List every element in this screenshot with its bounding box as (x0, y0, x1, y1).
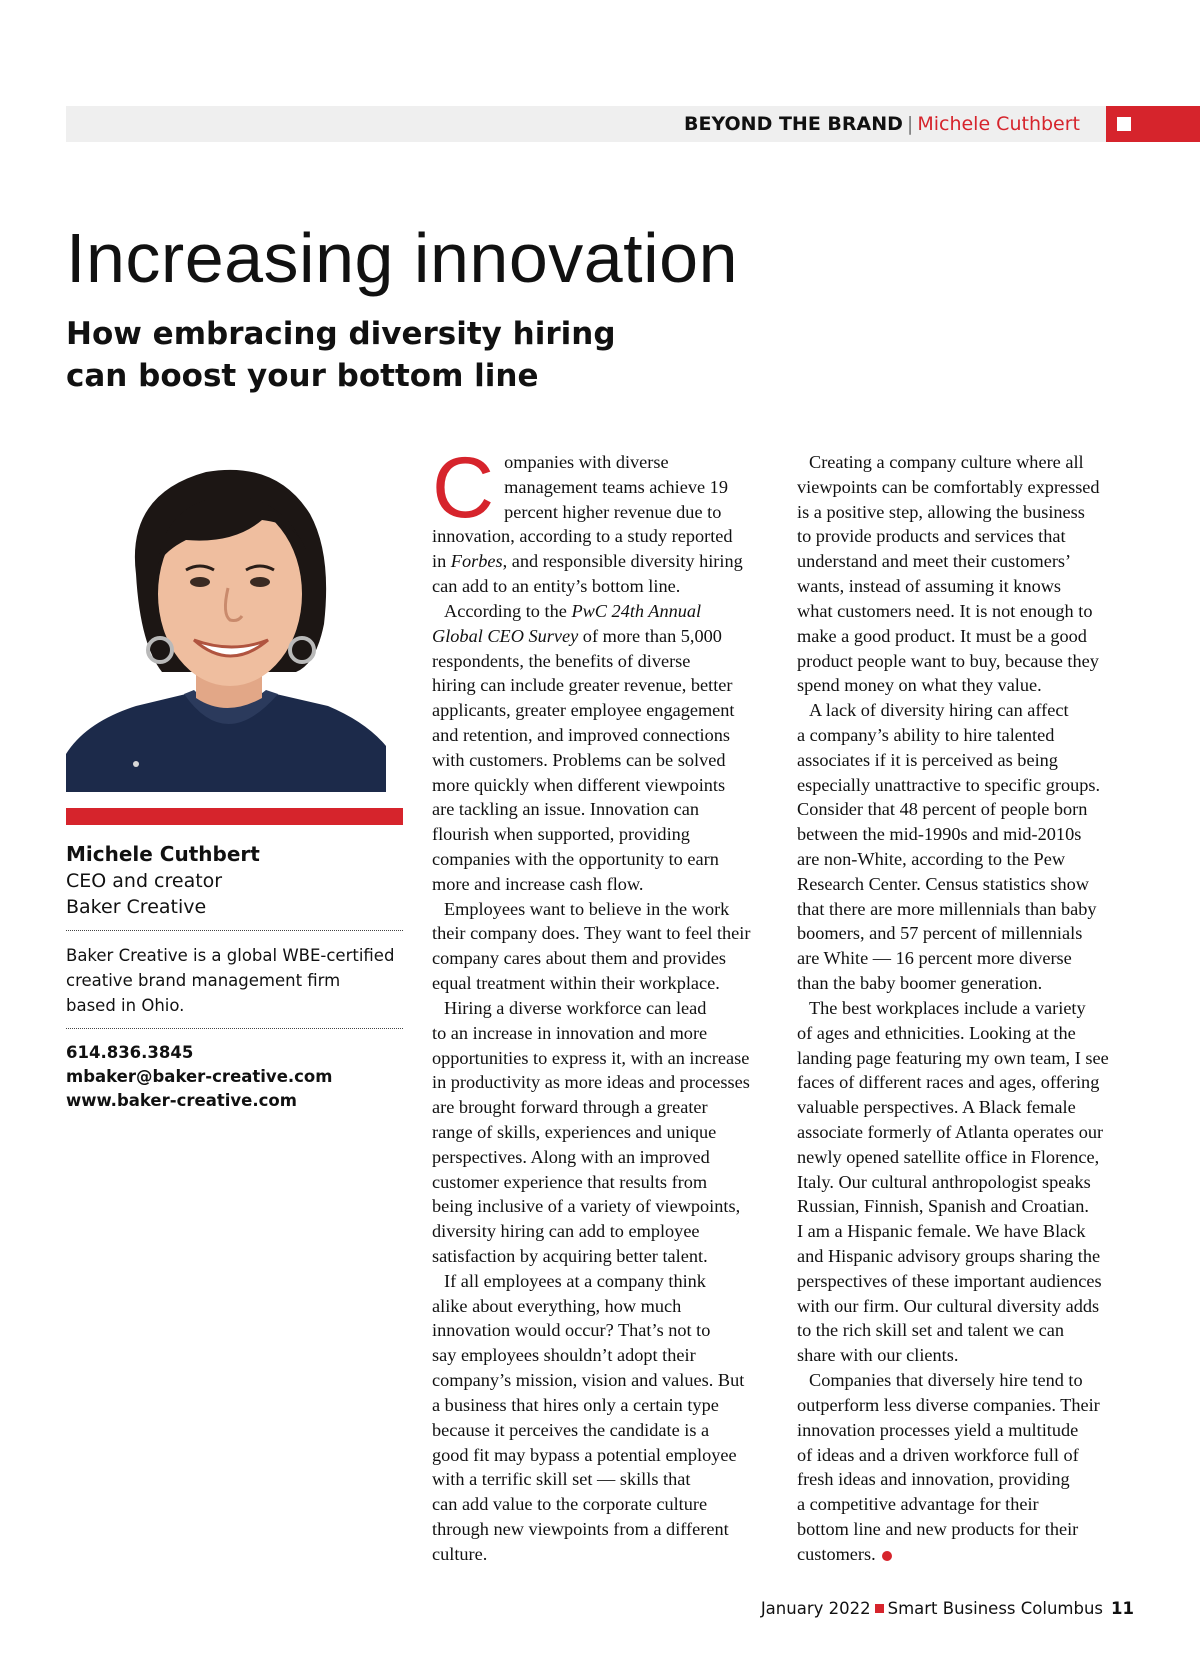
paragraph (797, 698, 1132, 996)
text-line: Research Center. Census statistics show (797, 873, 1089, 894)
subtitle-line: can boost your bottom line (66, 358, 539, 394)
text-line: Consider that 48 percent of people born (797, 799, 1088, 820)
text-line: a company’s ability to hire talented (797, 724, 1055, 745)
text-line: valuable perspectives. A Black female (797, 1097, 1076, 1118)
author-name: Michele Cuthbert (66, 842, 260, 866)
italic-survey: PwC 24th Annual (571, 600, 702, 621)
text-line: innovation would occur? That’s not to (432, 1320, 711, 1341)
article-title: Increasing innovation (66, 219, 739, 297)
text-line: to provide products and services that (797, 526, 1066, 547)
text-line: perspectives of these important audiences (797, 1270, 1102, 1291)
text-line: bottom line and new products for their (797, 1518, 1079, 1539)
italic-forbes: Forbes (450, 551, 503, 572)
bio-line: creative brand management firm (66, 971, 341, 990)
text-line: because it perceives the candidate is a (432, 1419, 710, 1440)
article-column-1 (432, 440, 767, 1567)
paragraph-end (797, 1542, 1132, 1567)
text-line: are brought forward through a greater (432, 1097, 708, 1118)
text-line: to the rich skill set and talent we can (797, 1320, 1065, 1341)
text-line: a business that hires only a certain type (432, 1394, 719, 1415)
text-line: understand and meet their customers’ (797, 551, 1072, 572)
text-line: Companies that diversely hire tend to (809, 1370, 1083, 1391)
drop-cap: C (432, 440, 495, 536)
text-line: respondents, the benefits of diverse (432, 650, 691, 671)
paragraph (797, 450, 1132, 698)
page-footer (761, 1597, 1134, 1621)
paragraph (432, 599, 767, 649)
text-line: faces of different races and ages, offering (797, 1072, 1100, 1093)
text-line: being inclusive of a variety of viewpoints, (432, 1196, 741, 1217)
dotted-divider (66, 930, 403, 931)
subtitle-line: How embracing diversity hiring (66, 316, 616, 352)
text-line: customer experience that results from (432, 1171, 708, 1192)
text-line: make a good product. It must be a good (797, 625, 1087, 646)
text-line: share with our clients. (797, 1345, 959, 1366)
text-line: more quickly when different viewpoints (432, 774, 726, 795)
text-line: satisfaction by acquiring better talent. (432, 1246, 708, 1266)
text-line: flourish when supported, providing (432, 824, 690, 845)
text-line: range of skills, experiences and unique (432, 1121, 717, 1142)
header-separator: | (906, 113, 914, 135)
text-line: with customers. Problems can be solved (432, 749, 726, 770)
text-line: with our firm. Our cultural diversity adds (797, 1295, 1100, 1316)
text-line: company’s mission, vision and values. But (432, 1370, 745, 1391)
author-bio (66, 943, 403, 1018)
text-line: of ages and ethnicities. Looking at the (797, 1022, 1076, 1043)
text-line: customers. (797, 1542, 1132, 1567)
text-line: According to the PwC 24th Annual (444, 600, 702, 621)
text-line: I am a Hispanic female. We have Black (797, 1221, 1086, 1242)
author-info-box (66, 840, 403, 1113)
text-line: to an increase in innovation and more (432, 1022, 708, 1043)
text-line: landing page featuring my own team, I see (797, 1047, 1109, 1068)
text-line: is a positive step, allowing the business (797, 501, 1085, 522)
text-line: company cares about them and provides (432, 948, 726, 969)
text-line: what customers need. It is not enough to (797, 600, 1093, 621)
footer-square-icon (875, 1604, 884, 1613)
text-line: say employees shouldn’t adopt their (432, 1345, 696, 1366)
text-line: than the baby boomer generation. (797, 973, 1043, 994)
text-line: in Forbes, and responsible diversity hiring (432, 551, 743, 572)
text-line: viewpoints can be comfortably expressed (797, 476, 1100, 497)
text-line: percent higher revenue due to (504, 501, 722, 522)
text-line: innovation, according to a study reported (432, 526, 733, 547)
paragraph (432, 440, 767, 599)
text-line: culture. (432, 1543, 488, 1564)
header-author: Michele Cuthbert (917, 113, 1080, 135)
bio-line: Baker Creative is a global WBE-certified (66, 946, 395, 965)
text-line: alike about everything, how much (432, 1295, 682, 1316)
paragraph (797, 1368, 1132, 1542)
text-line: applicants, greater employee engagement (432, 700, 735, 721)
text-line: good fit may bypass a potential employee (432, 1444, 737, 1465)
text-line: opportunities to express it, with an increase (432, 1047, 750, 1068)
text-line: equal treatment within their workplace. (432, 973, 720, 994)
text-line: Hiring a diverse workforce can lead (444, 997, 707, 1018)
text-line: Employees want to believe in the work (444, 898, 730, 919)
header-square-icon (1117, 117, 1131, 131)
page-number: 11 (1111, 1599, 1134, 1618)
text-line: can add value to the corporate culture (432, 1494, 708, 1515)
text-line: especially unattractive to specific groups. (797, 774, 1101, 795)
text-line: perspectives. Along with an improved (432, 1146, 710, 1167)
text-line: their company does. They want to feel their (432, 923, 751, 944)
text-line: innovation processes yield a multitude (797, 1419, 1079, 1440)
author-phone: 614.836.3845 (66, 1043, 194, 1062)
text-line: of ideas and a driven workforce full of (797, 1444, 1079, 1465)
paragraph (432, 996, 767, 1269)
paragraph (432, 897, 767, 996)
text-line: newly opened satellite office in Florence, (797, 1146, 1100, 1167)
text-line: associates if it is perceived as being (797, 749, 1058, 770)
text-line: in productivity as more ideas and processes (432, 1072, 750, 1093)
bio-line: based in Ohio. (66, 996, 185, 1015)
paragraph (432, 1269, 767, 1567)
author-email[interactable]: mbaker@baker-creative.com (66, 1067, 333, 1086)
text-line: management teams achieve 19 (504, 476, 728, 497)
dotted-divider (66, 1028, 403, 1029)
text-line: product people want to buy, because they (797, 650, 1099, 671)
author-red-bar (66, 808, 403, 825)
footer-publication: Smart Business Columbus (887, 1599, 1104, 1618)
text-line: are White — 16 percent more diverse (797, 948, 1072, 969)
text-line: spend money on what they value. (797, 675, 1042, 696)
text-line: are non-White, according to the Pew (797, 849, 1066, 869)
text-line: and retention, and improved connections (432, 724, 730, 745)
paragraph (797, 996, 1132, 1368)
author-website[interactable]: www.baker-creative.com (66, 1091, 297, 1110)
text-line: Creating a company culture where all (809, 452, 1084, 472)
text-line: a competitive advantage for their (797, 1494, 1039, 1515)
text-line: between the mid-1990s and mid-2010s (797, 824, 1082, 845)
text-line: Global CEO Survey of more than 5,000 (432, 625, 722, 646)
text-line: fresh ideas and innovation, providing (797, 1469, 1070, 1490)
end-mark-icon (882, 1551, 892, 1561)
article-subtitle (66, 313, 686, 397)
text-line: outperform less diverse companies. Their (797, 1394, 1100, 1415)
text-line: are tackling an issue. Innovation can (432, 799, 700, 820)
author-company: Baker Creative (66, 896, 207, 918)
article-column-2 (797, 450, 1132, 1567)
text-line: through new viewpoints from a different (432, 1518, 729, 1539)
text-line: hiring can include greater revenue, better (432, 675, 733, 696)
text-line: wants, instead of assuming it knows (797, 576, 1062, 597)
text-line: can add to an entity’s bottom line. (432, 576, 681, 597)
author-photo (66, 454, 386, 792)
text-line: boomers, and 57 percent of millennials (797, 923, 1083, 944)
text-line: ompanies with diverse (504, 452, 669, 472)
text-line: A lack of diversity hiring can affect (809, 700, 1069, 721)
paragraph-cont (432, 649, 767, 897)
author-portrait-icon (66, 454, 386, 792)
header-section-label: BEYOND THE BRAND (683, 113, 903, 135)
italic-survey: Global CEO Survey (432, 625, 579, 646)
text-line: diversity hiring can add to employee (432, 1221, 700, 1242)
text-line: Russian, Finnish, Spanish and Croatian. (797, 1196, 1089, 1217)
text-line: and Hispanic advisory groups sharing the (797, 1246, 1101, 1266)
text-line: associate formerly of Atlanta operates our (797, 1121, 1104, 1142)
text-line: Italy. Our cultural anthropologist speaks (797, 1171, 1091, 1192)
text-line: that there are more millennials than baby (797, 898, 1097, 919)
footer-date: January 2022 (760, 1599, 871, 1618)
text-line: The best workplaces include a variety (809, 997, 1086, 1018)
running-header (684, 106, 1080, 142)
text-line: companies with the opportunity to earn (432, 849, 719, 869)
text-line: with a terrific skill set — skills that (432, 1469, 691, 1490)
text-line: more and increase cash flow. (432, 873, 644, 894)
author-role: CEO and creator (66, 870, 223, 892)
text-line: If all employees at a company think (444, 1270, 706, 1291)
